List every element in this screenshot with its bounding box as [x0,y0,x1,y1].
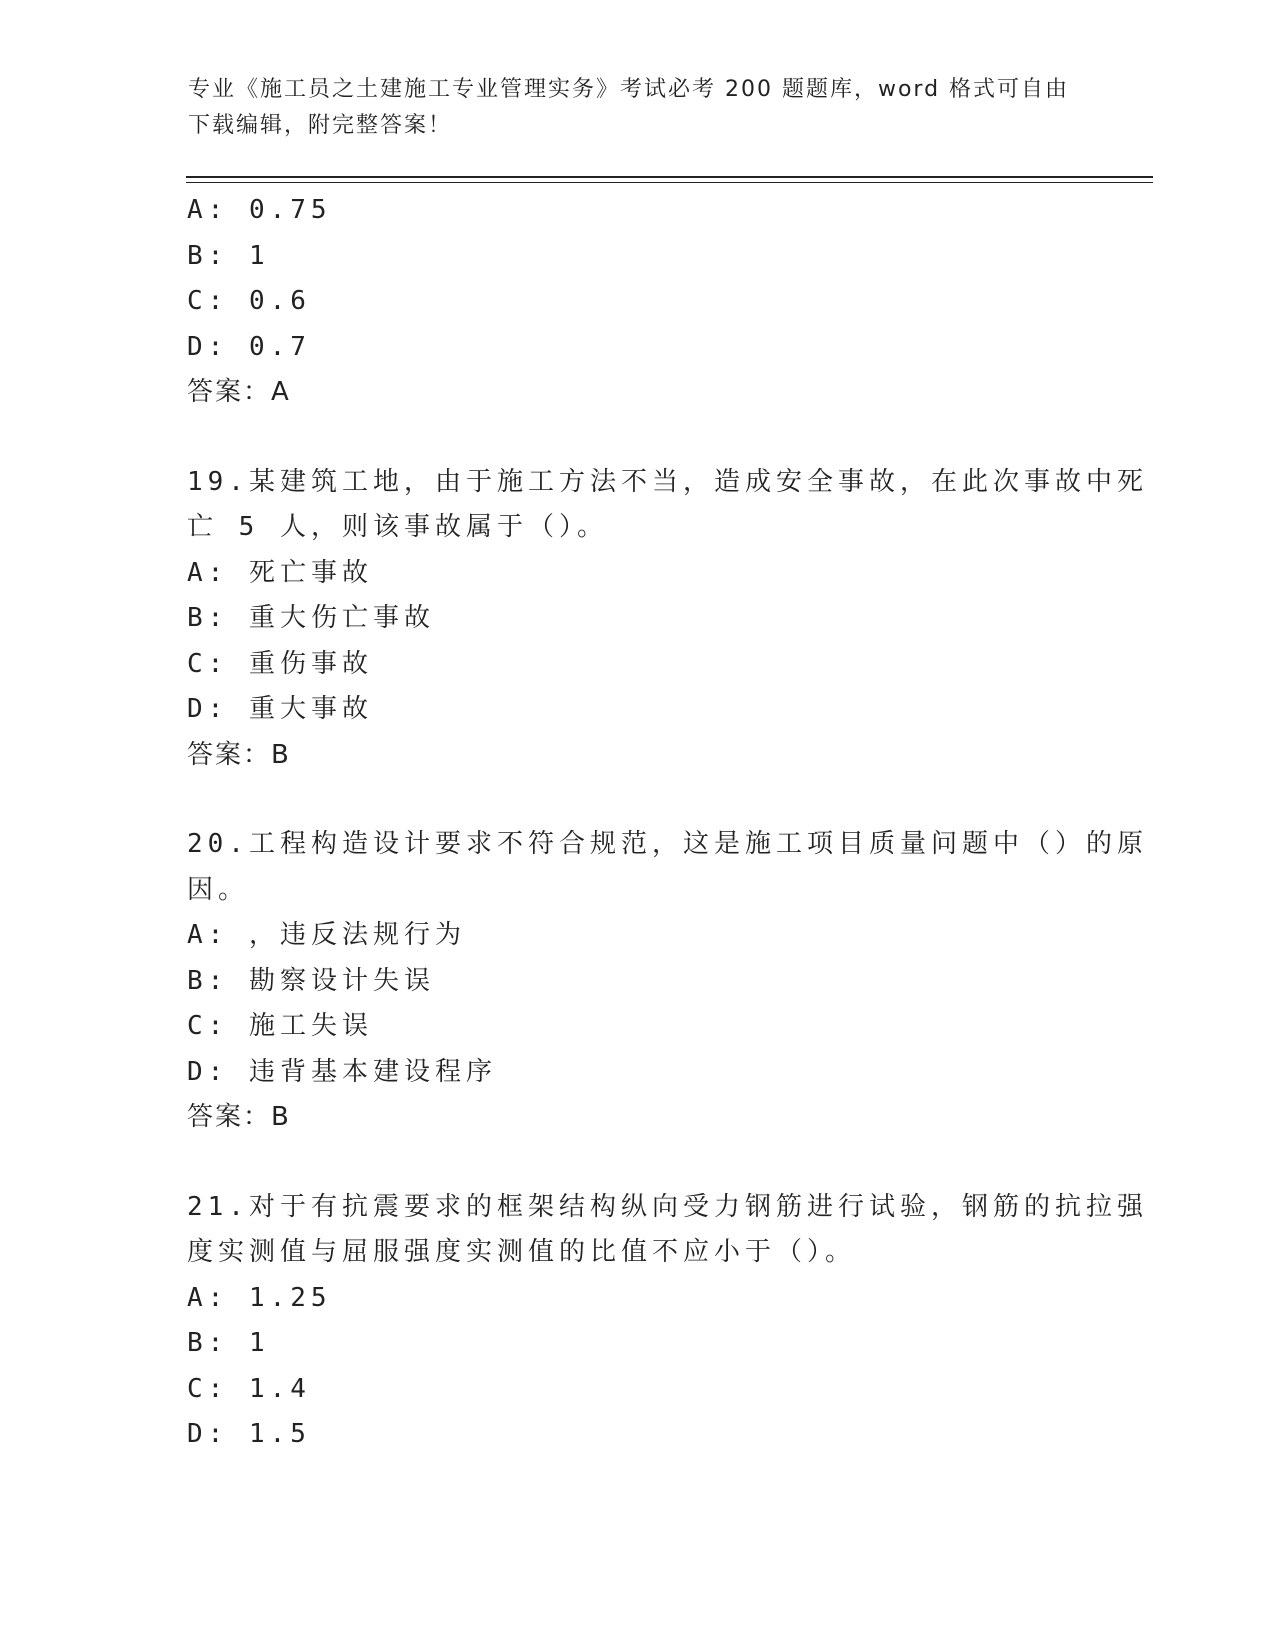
question-stem-line-1: 20.工程构造设计要求不符合规范，这是施工项目质量问题中（）的原 [187,829,1148,859]
question-stem-line-2: 度实测值与屈服强度实测值的比值不应小于（）。 [187,1237,857,1267]
question-list [187,188,1148,1458]
option-d: D: 重大事故 [187,694,373,724]
option-d: D: 违背基本建设程序 [187,1056,497,1087]
document-header [188,72,1088,144]
option-d: D: 1.5 [187,1419,311,1449]
option-a: A: 0.75 [187,195,332,225]
question-20 [187,822,1148,1141]
option-b: B: 重大伤亡事故 [187,603,435,633]
option-a: A: 1.25 [187,1282,332,1313]
question-stem-line-2: 因。 [187,874,250,905]
option-c: C: 施工失误 [187,1011,373,1041]
question-21 [187,1185,1148,1458]
header-line-1: 专业《施工员之土建施工专业管理实务》考试必考 200 题题库，word 格式可自由 [188,77,1070,102]
option-c: C: 1.4 [187,1373,311,1404]
answer-line: 答案：B [187,1102,291,1132]
header-line-2: 下载编辑，附完整答案！ [188,113,453,138]
option-b: B: 勘察设计失误 [187,965,435,996]
option-d: D: 0.7 [187,331,311,362]
question-stem-line-1: 19.某建筑工地，由于施工方法不当，造成安全事故，在此次事故中死 [187,466,1148,497]
option-c: C: 0.6 [187,286,311,316]
question-19 [187,460,1148,779]
question-stem-line-1: 21.对于有抗震要求的框架结构纵向受力钢筋进行试验，钢筋的抗拉强 [187,1191,1148,1222]
answer-line: 答案：A [187,377,291,407]
option-a: A: ，违反法规行为 [187,920,466,950]
answer-line: 答案：B [187,739,291,770]
header-divider-thin [186,182,1153,183]
option-c: C: 重伤事故 [187,648,373,679]
option-b: B: 1 [187,1328,270,1358]
header-divider-thick [186,176,1153,178]
option-a: A: 死亡事故 [187,557,373,588]
question-18-continuation [187,188,1087,416]
option-b: B: 1 [187,240,270,271]
question-stem-line-2: 亡 5 人，则该事故属于（）。 [187,512,608,542]
